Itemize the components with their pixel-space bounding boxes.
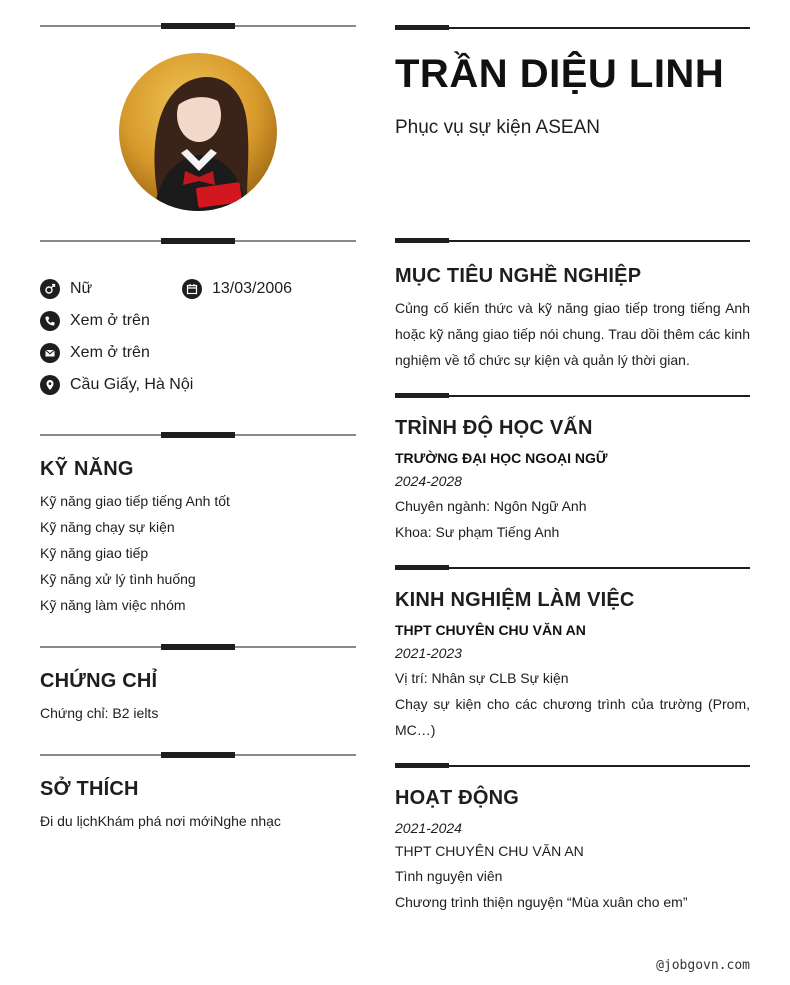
- left-divider-hobbies: [40, 754, 356, 756]
- skills-title: KỸ NĂNG: [40, 458, 134, 480]
- gender-row: [40, 279, 92, 299]
- avatar: [119, 53, 277, 211]
- certificates-title: CHỨNG CHỈ: [40, 670, 158, 692]
- skill-item: Kỹ năng xử lý tình huống: [40, 571, 196, 587]
- email-value: Xem ở trên: [70, 344, 150, 361]
- education-period: 2024-2028: [395, 473, 462, 489]
- candidate-name: TRẦN DIỆU LINH: [395, 52, 725, 96]
- hobbies-text: Đi du lịchKhám phá nơi mớiNghe nhạc: [40, 813, 281, 829]
- education-title: TRÌNH ĐỘ HỌC VẤN: [395, 417, 593, 439]
- calendar-icon: [182, 279, 202, 299]
- phone-icon: [40, 311, 60, 331]
- gender-icon: [40, 279, 60, 299]
- footer-watermark: @jobgovn.com: [656, 958, 750, 973]
- dob-value: 13/03/2006: [212, 280, 293, 297]
- left-divider-contact: [40, 240, 356, 242]
- phone-value: Xem ở trên: [70, 312, 150, 329]
- left-top-divider: [40, 25, 356, 27]
- right-divider-activities: [395, 765, 750, 767]
- objective-title: MỤC TIÊU NGHỀ NGHIỆP: [395, 265, 642, 287]
- address-value: Cầu Giấy, Hà Nội: [70, 376, 194, 393]
- education-school: TRƯỜNG ĐẠI HỌC NGOẠI NGỮ: [395, 450, 608, 466]
- location-pin-icon: [40, 375, 60, 395]
- skill-item: Kỹ năng làm việc nhóm: [40, 597, 186, 613]
- left-divider-certificates: [40, 646, 356, 648]
- education-faculty: Khoa: Sư phạm Tiếng Anh: [395, 524, 560, 540]
- email-icon: [40, 343, 60, 363]
- experience-description: Chạy sự kiện cho các chương trình của trường (Prom, MC…): [395, 696, 750, 738]
- activities-org: THPT CHUYÊN CHU VĂN AN: [395, 843, 584, 859]
- experience-title: KINH NGHIỆM LÀM VIỆC: [395, 589, 635, 611]
- certificate-item: Chứng chỉ: B2 ielts: [40, 705, 159, 721]
- address-row: [40, 375, 193, 395]
- right-divider-objective: [395, 240, 750, 242]
- activities-program: Chương trình thiện nguyện “Mùa xuân cho em”: [395, 894, 688, 910]
- dob-row: [182, 279, 292, 299]
- right-top-divider: [395, 27, 750, 29]
- right-divider-experience: [395, 567, 750, 569]
- candidate-subtitle: Phục vụ sự kiện ASEAN: [395, 117, 600, 138]
- education-major: Chuyên ngành: Ngôn Ngữ Anh: [395, 498, 587, 514]
- activities-role: Tình nguyện viên: [395, 868, 503, 884]
- hobbies-title: SỞ THÍCH: [40, 778, 139, 800]
- experience-org: THPT CHUYÊN CHU VĂN AN: [395, 622, 586, 638]
- phone-row: [40, 311, 150, 331]
- activities-title: HOẠT ĐỘNG: [395, 787, 520, 809]
- skill-item: Kỹ năng giao tiếp: [40, 545, 149, 561]
- email-row: [40, 343, 150, 363]
- experience-position: Vị trí: Nhân sự CLB Sự kiện: [395, 670, 569, 686]
- skill-item: Kỹ năng giao tiếp tiếng Anh tốt: [40, 493, 230, 509]
- skill-item: Kỹ năng chạy sự kiện: [40, 519, 175, 535]
- left-divider-skills: [40, 434, 356, 436]
- experience-period: 2021-2023: [395, 645, 462, 661]
- right-divider-education: [395, 395, 750, 397]
- gender-value: Nữ: [70, 280, 93, 297]
- objective-text: Củng cố kiến thức và kỹ năng giao tiếp trong tiếng Anh hoặc kỹ năng giao tiếp nói chung. Trau dồi thêm các kinh nghiệm về tổ chức sự kiện và quản lý thời gian.: [395, 300, 750, 368]
- activities-period: 2021-2024: [395, 820, 462, 836]
